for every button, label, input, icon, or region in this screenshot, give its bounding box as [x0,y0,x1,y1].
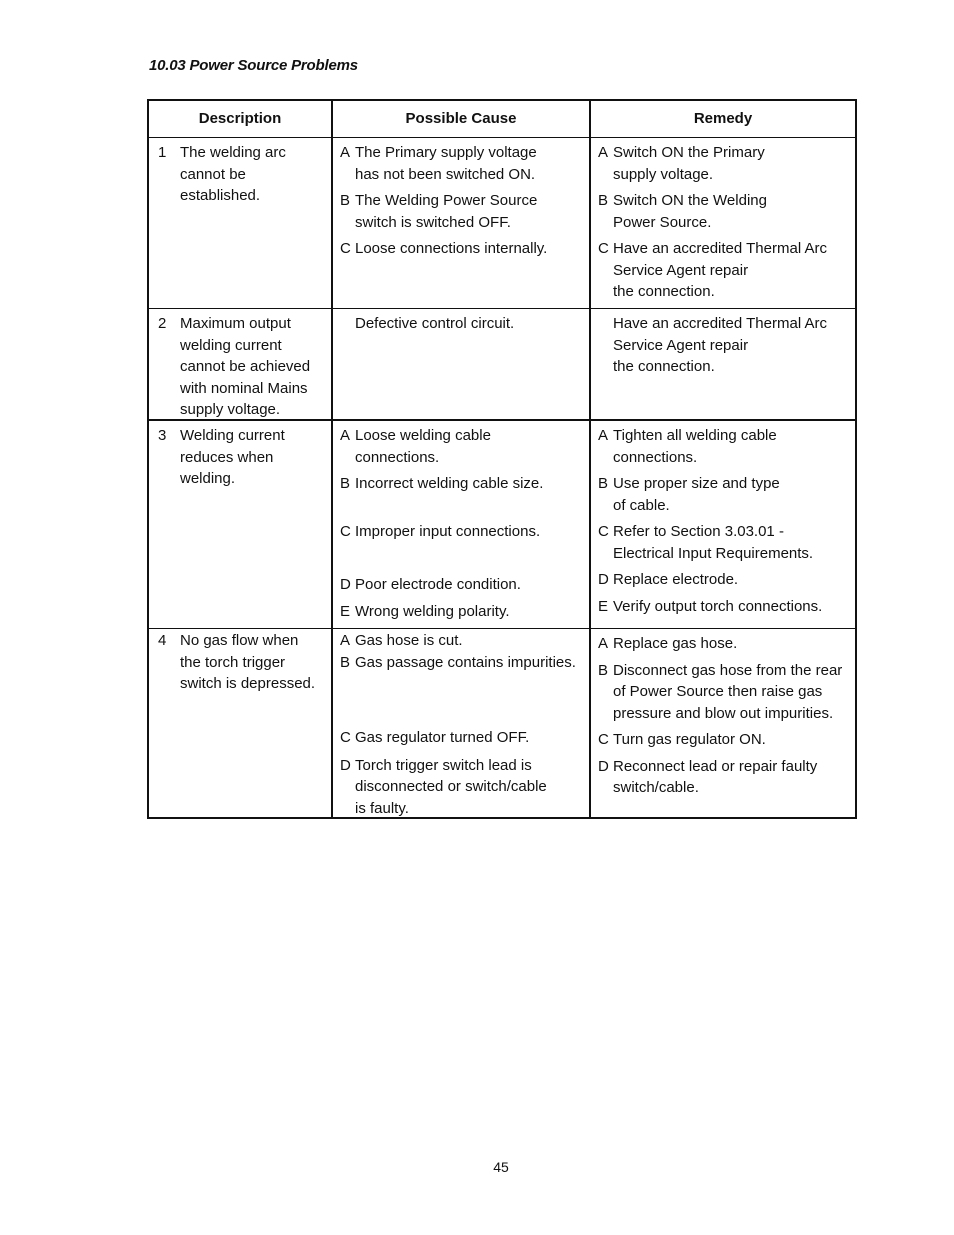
table-row [149,137,855,308]
item-letter: A [340,632,351,649]
item-letter [591,313,613,378]
cause-item [333,238,589,260]
cause-text: Loose welding cable connections. [355,427,491,466]
description-cell [149,629,333,817]
remedy-text: Tighten all welding cable connections. [613,427,777,466]
remedy-cell [591,309,855,419]
remedy-text: Switch ON the Primary supply voltage. [613,144,765,183]
cause-cell [333,629,591,817]
cause-text: Torch trigger switch lead is disconnected or switch/cable is faulty. [355,756,547,817]
remedy-text: Replace electrode. [613,571,739,588]
item-letter: B [598,475,609,492]
item-letter: B [598,661,609,679]
table-row [149,628,855,817]
remedy-item [591,238,855,303]
item-letter: B [340,192,351,209]
item-letter: C [598,523,609,540]
item-letter: C [598,731,609,748]
remedy-text: Replace gas hose. [613,635,738,652]
cause-text: Incorrect welding cable size. [355,475,544,492]
remedy-item [591,425,855,468]
item-letter: D [598,757,609,775]
remedy-text: Disconnect gas hose from the rear of Power Source then raise gas pressure and blow out impurities. [613,661,843,722]
cause-item [333,727,589,749]
cause-text: Wrong welding polarity. [355,602,510,620]
cause-item [333,574,589,596]
table-header-row [149,101,855,137]
item-letter: B [340,653,351,671]
remedy-cell [591,421,855,628]
remedy-text: Have an accredited Thermal Arc Service Agent repair the connection. [613,315,827,375]
page-number: 45 [493,1159,509,1175]
item-letter: A [598,427,609,444]
item-letter: D [340,576,351,593]
remedy-cell [591,629,855,817]
cause-item [333,142,589,185]
remedy-text: Verify output torch connections. [613,597,823,615]
troubleshooting-table [147,99,857,819]
remedy-item [591,313,855,378]
header-remedy: Remedy [693,110,753,127]
item-letter: C [340,522,351,540]
cause-text: The Welding Power Source switch is switched OFF. [355,192,538,231]
remedy-item [591,660,855,725]
cause-item [333,601,589,623]
item-letter: C [340,240,351,257]
remedy-item [591,633,855,655]
section-title: 10.03 Power Source Problems [149,57,358,74]
description-cell [149,138,333,308]
cause-text: The Primary supply voltage has not been switched ON. [355,144,537,183]
item-letter: B [340,475,351,492]
cause-item [333,190,589,233]
remedy-text: Use proper size and type of cable. [613,475,780,514]
cause-item [333,425,589,468]
item-letter: A [340,144,351,161]
cause-cell [333,309,591,419]
row-number: 4 [158,632,167,649]
remedy-item [591,190,855,233]
cause-text: Defective control circuit. [355,315,515,332]
cause-text: Poor electrode condition. [355,576,521,593]
cause-item [333,755,589,820]
row-number: 3 [158,427,167,444]
remedy-item [591,569,855,591]
description-cell [149,309,333,419]
row-number: 2 [158,315,167,332]
item-letter: A [598,144,609,161]
item-letter: D [340,756,351,774]
item-letter [333,313,355,335]
remedy-cell [591,138,855,308]
cause-item [333,521,589,543]
cause-item [333,652,589,674]
cause-text: Improper input connections. [355,522,541,540]
remedy-item [591,142,855,185]
cause-cell [333,421,591,628]
cause-text: Gas hose is cut. [355,632,463,649]
header-possible-cause: Possible Cause [333,101,591,137]
cause-item [333,473,589,495]
cause-item [333,313,589,335]
description-text: Welding current reduces when welding. [180,427,285,487]
remedy-item [591,473,855,516]
item-letter: A [340,427,351,444]
cause-text: Gas passage contains impurities. [355,653,576,671]
remedy-text: Have an accredited Thermal Arc Service Agent repair the connection. [613,240,827,300]
remedy-text: Switch ON the Welding Power Source. [613,192,767,231]
cause-text: Gas regulator turned OFF. [355,729,530,746]
description-text: Maximum output welding current cannot be achieved with nominal Mains supply voltage. [180,315,311,418]
header-description: Description [149,101,333,137]
remedy-text: Refer to Section 3.03.01 - Electrical Input Requirements. [613,523,814,562]
description-cell [149,421,333,628]
table-row [149,308,855,419]
table-row [149,419,855,628]
item-letter: C [598,240,609,257]
remedy-item [591,521,855,564]
row-number: 1 [158,144,167,161]
description-text: The welding arc cannot be established. [180,144,286,204]
item-letter: C [340,729,351,746]
cause-cell [333,138,591,308]
cause-item [333,630,589,652]
description-text: No gas flow when the torch trigger switch is depressed. [180,632,316,692]
remedy-item [591,729,855,751]
item-letter: E [340,602,351,620]
remedy-text: Reconnect lead or repair faulty switch/cable. [613,757,818,796]
remedy-item [591,596,855,618]
remedy-item [591,756,855,799]
item-letter: E [598,597,609,615]
remedy-text: Turn gas regulator ON. [613,731,766,748]
item-letter: A [598,635,609,652]
cause-text: Loose connections internally. [355,240,548,257]
item-letter: B [598,192,609,209]
item-letter: D [598,571,609,588]
